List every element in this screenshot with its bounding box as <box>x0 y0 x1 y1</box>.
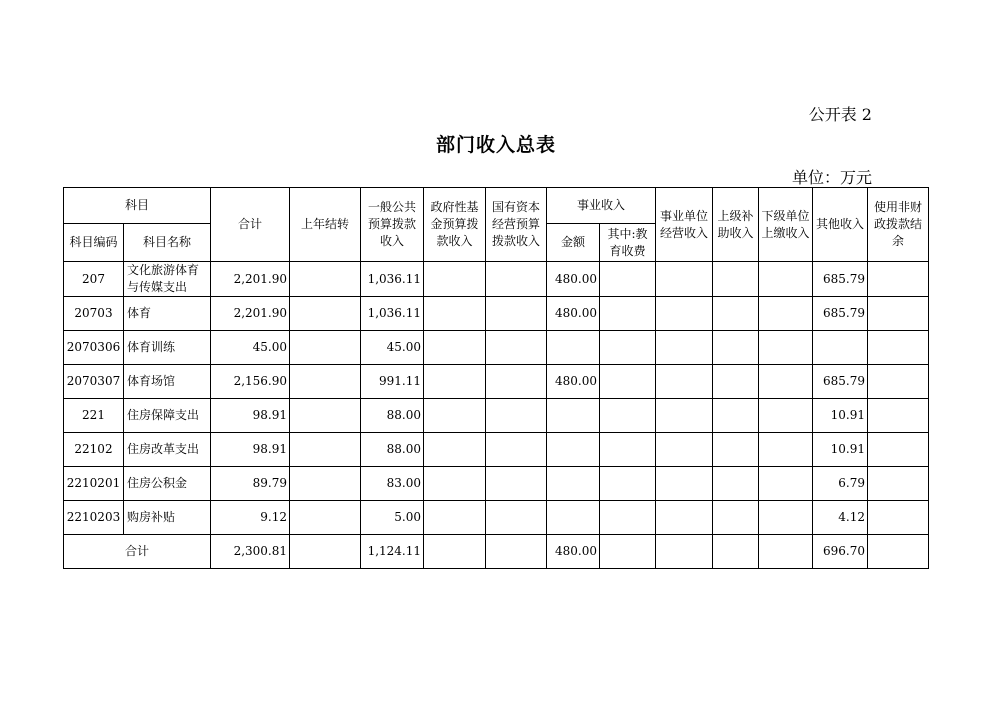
cell-superior-subsidy <box>713 297 759 331</box>
cell-subject-code: 2210203 <box>64 501 124 535</box>
cell-non-fiscal-surplus <box>868 467 929 501</box>
total-cell-gov-fund <box>424 535 486 569</box>
revenue-table <box>63 187 929 569</box>
cell-amount: 480.00 <box>547 365 600 399</box>
cell-subject-code: 221 <box>64 399 124 433</box>
cell-other-income <box>813 331 868 365</box>
cell-non-fiscal-surplus <box>868 365 929 399</box>
cell-subordinate-payment <box>759 433 813 467</box>
cell-total: 89.79 <box>211 467 290 501</box>
cell-subject-code: 20703 <box>64 297 124 331</box>
cell-total: 45.00 <box>211 331 290 365</box>
cell-non-fiscal-surplus <box>868 501 929 535</box>
cell-subordinate-payment <box>759 399 813 433</box>
header-subject-code: 科目编码 <box>64 224 124 262</box>
cell-general-budget: 83.00 <box>361 467 424 501</box>
header-gov-fund: 政府性基金预算拨款收入 <box>424 188 486 262</box>
cell-amount <box>547 433 600 467</box>
cell-subordinate-payment <box>759 501 813 535</box>
cell-business-unit-ops <box>656 365 713 399</box>
cell-other-income: 10.91 <box>813 433 868 467</box>
cell-state-capital <box>486 501 547 535</box>
table-row <box>64 467 929 501</box>
cell-other-income: 685.79 <box>813 262 868 297</box>
cell-subject-name: 住房公积金 <box>124 467 211 501</box>
table-row <box>64 501 929 535</box>
header-subject-name: 科目名称 <box>124 224 211 262</box>
cell-gov-fund <box>424 433 486 467</box>
cell-business-unit-ops <box>656 399 713 433</box>
cell-superior-subsidy <box>713 262 759 297</box>
cell-gov-fund <box>424 399 486 433</box>
total-cell-subordinate-payment <box>759 535 813 569</box>
cell-non-fiscal-surplus <box>868 331 929 365</box>
cell-amount: 480.00 <box>547 297 600 331</box>
cell-subject-name: 住房保障支出 <box>124 399 211 433</box>
table-row <box>64 399 929 433</box>
cell-amount: 480.00 <box>547 262 600 297</box>
total-cell-edu-fee <box>600 535 656 569</box>
cell-general-budget: 5.00 <box>361 501 424 535</box>
cell-subject-code: 207 <box>64 262 124 297</box>
cell-amount <box>547 501 600 535</box>
cell-subject-name: 体育 <box>124 297 211 331</box>
cell-general-budget: 991.11 <box>361 365 424 399</box>
total-cell-state-capital <box>486 535 547 569</box>
total-cell-amount: 480.00 <box>547 535 600 569</box>
cell-superior-subsidy <box>713 399 759 433</box>
cell-other-income: 10.91 <box>813 399 868 433</box>
cell-general-budget: 88.00 <box>361 433 424 467</box>
header-total: 合计 <box>211 188 290 262</box>
cell-gov-fund <box>424 467 486 501</box>
cell-other-income: 685.79 <box>813 297 868 331</box>
table-row <box>64 433 929 467</box>
cell-edu-fee <box>600 433 656 467</box>
cell-subject-name: 体育训练 <box>124 331 211 365</box>
cell-business-unit-ops <box>656 501 713 535</box>
cell-subject-code: 2070306 <box>64 331 124 365</box>
cell-general-budget: 45.00 <box>361 331 424 365</box>
cell-carryover <box>290 297 361 331</box>
cell-business-unit-ops <box>656 467 713 501</box>
cell-general-budget: 88.00 <box>361 399 424 433</box>
cell-total: 2,201.90 <box>211 262 290 297</box>
cell-subordinate-payment <box>759 467 813 501</box>
cell-amount <box>547 331 600 365</box>
cell-general-budget: 1,036.11 <box>361 262 424 297</box>
header-of-which-edu: 其中:教育收费 <box>600 224 656 262</box>
cell-general-budget: 1,036.11 <box>361 297 424 331</box>
cell-amount <box>547 399 600 433</box>
header-business-income: 事业收入 <box>547 188 656 224</box>
cell-subject-code: 2210201 <box>64 467 124 501</box>
cell-superior-subsidy <box>713 467 759 501</box>
table-tag: 公开表 2 <box>808 105 872 124</box>
cell-carryover <box>290 365 361 399</box>
cell-total: 98.91 <box>211 433 290 467</box>
cell-gov-fund <box>424 331 486 365</box>
cell-subject-name: 住房改革支出 <box>124 433 211 467</box>
cell-gov-fund <box>424 365 486 399</box>
cell-state-capital <box>486 399 547 433</box>
total-cell-non-fiscal-surplus <box>868 535 929 569</box>
cell-subject-name: 购房补贴 <box>124 501 211 535</box>
cell-state-capital <box>486 467 547 501</box>
cell-subordinate-payment <box>759 331 813 365</box>
header-non-fiscal-surplus: 使用非财政拨款结余 <box>868 188 929 262</box>
total-cell-total: 2,300.81 <box>211 535 290 569</box>
cell-subject-code: 22102 <box>64 433 124 467</box>
cell-carryover <box>290 467 361 501</box>
cell-other-income: 4.12 <box>813 501 868 535</box>
header-carryover: 上年结转 <box>290 188 361 262</box>
cell-state-capital <box>486 297 547 331</box>
total-cell-superior-subsidy <box>713 535 759 569</box>
total-row-label: 合计 <box>64 535 211 569</box>
cell-total: 2,156.90 <box>211 365 290 399</box>
cell-non-fiscal-surplus <box>868 433 929 467</box>
cell-superior-subsidy <box>713 365 759 399</box>
cell-amount <box>547 467 600 501</box>
cell-non-fiscal-surplus <box>868 297 929 331</box>
table-row <box>64 365 929 399</box>
cell-non-fiscal-surplus <box>868 262 929 297</box>
unit-label: 单位：万元 <box>791 168 872 187</box>
cell-edu-fee <box>600 262 656 297</box>
cell-subject-code: 2070307 <box>64 365 124 399</box>
cell-superior-subsidy <box>713 433 759 467</box>
total-cell-general-budget: 1,124.11 <box>361 535 424 569</box>
cell-superior-subsidy <box>713 331 759 365</box>
cell-carryover <box>290 433 361 467</box>
cell-edu-fee <box>600 399 656 433</box>
cell-subject-name: 体育场馆 <box>124 365 211 399</box>
cell-state-capital <box>486 331 547 365</box>
cell-business-unit-ops <box>656 297 713 331</box>
cell-edu-fee <box>600 501 656 535</box>
header-general-budget: 一般公共预算拨款收入 <box>361 188 424 262</box>
page-title: 部门收入总表 <box>435 134 556 156</box>
cell-subordinate-payment <box>759 297 813 331</box>
header-subordinate-payment: 下级单位上缴收入 <box>759 188 813 262</box>
header-subject: 科目 <box>64 188 211 224</box>
header-amount: 金额 <box>547 224 600 262</box>
cell-subordinate-payment <box>759 365 813 399</box>
cell-business-unit-ops <box>656 331 713 365</box>
cell-superior-subsidy <box>713 501 759 535</box>
cell-total: 2,201.90 <box>211 297 290 331</box>
cell-carryover <box>290 399 361 433</box>
header-superior-subsidy: 上级补助收入 <box>713 188 759 262</box>
total-cell-business-unit-ops <box>656 535 713 569</box>
total-cell-other-income: 696.70 <box>813 535 868 569</box>
cell-carryover <box>290 331 361 365</box>
cell-gov-fund <box>424 501 486 535</box>
cell-carryover <box>290 262 361 297</box>
total-row <box>64 535 929 569</box>
header-business-unit-ops: 事业单位经营收入 <box>656 188 713 262</box>
cell-edu-fee <box>600 365 656 399</box>
cell-other-income: 6.79 <box>813 467 868 501</box>
cell-edu-fee <box>600 331 656 365</box>
cell-total: 98.91 <box>211 399 290 433</box>
total-cell-carryover <box>290 535 361 569</box>
cell-state-capital <box>486 262 547 297</box>
table-row <box>64 331 929 365</box>
cell-edu-fee <box>600 297 656 331</box>
cell-total: 9.12 <box>211 501 290 535</box>
cell-business-unit-ops <box>656 433 713 467</box>
header-state-capital: 国有资本经营预算拨款收入 <box>486 188 547 262</box>
cell-carryover <box>290 501 361 535</box>
header-other-income: 其他收入 <box>813 188 868 262</box>
cell-gov-fund <box>424 262 486 297</box>
cell-non-fiscal-surplus <box>868 399 929 433</box>
table-row <box>64 297 929 331</box>
cell-other-income: 685.79 <box>813 365 868 399</box>
cell-state-capital <box>486 433 547 467</box>
cell-gov-fund <box>424 297 486 331</box>
cell-subordinate-payment <box>759 262 813 297</box>
cell-subject-name: 文化旅游体育与传媒支出 <box>124 262 211 297</box>
cell-business-unit-ops <box>656 262 713 297</box>
cell-edu-fee <box>600 467 656 501</box>
cell-state-capital <box>486 365 547 399</box>
table-row <box>64 262 929 297</box>
